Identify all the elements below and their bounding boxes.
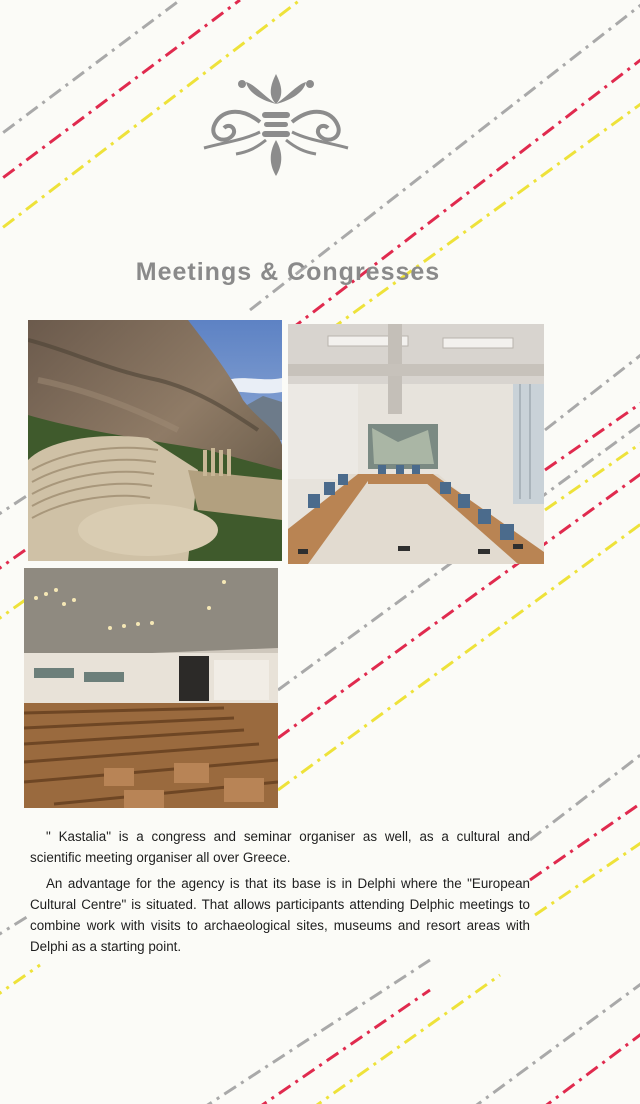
yellow-stripe [310, 975, 500, 1104]
gray-stripe [0, 0, 180, 150]
yellow-stripe [0, 965, 40, 1000]
gray-stripe [0, 915, 30, 940]
fleur-ornament-icon [196, 70, 356, 180]
yellow-stripe [545, 430, 640, 510]
gray-stripe [200, 960, 430, 1104]
gray-stripe [545, 340, 640, 430]
red-stripe [540, 1020, 640, 1104]
gray-stripe [530, 740, 640, 840]
red-stripe [530, 790, 640, 880]
gray-stripe [0, 495, 28, 520]
auditorium-photo [24, 568, 278, 808]
delphi-theatre-photo [28, 320, 282, 561]
yellow-stripe [535, 830, 640, 915]
description-paragraph: An advantage for the agency is that its base is in Delphi where the "European Cultural Centre" is situated. That allows participants attending Delphic meetings to combine work with visits to archaeological sites, museums and resort areas with Delphi as a starting point. [30, 876, 530, 954]
conference-room-photo [288, 324, 544, 564]
description-text [30, 826, 530, 962]
description-paragraph: " Kastalia" is a congress and seminar organiser as well, as a cultural and scientific meeting organiser all over Greece. [30, 829, 530, 865]
gray-stripe [470, 970, 640, 1104]
page-title: Meetings & Congresses [135, 258, 441, 286]
